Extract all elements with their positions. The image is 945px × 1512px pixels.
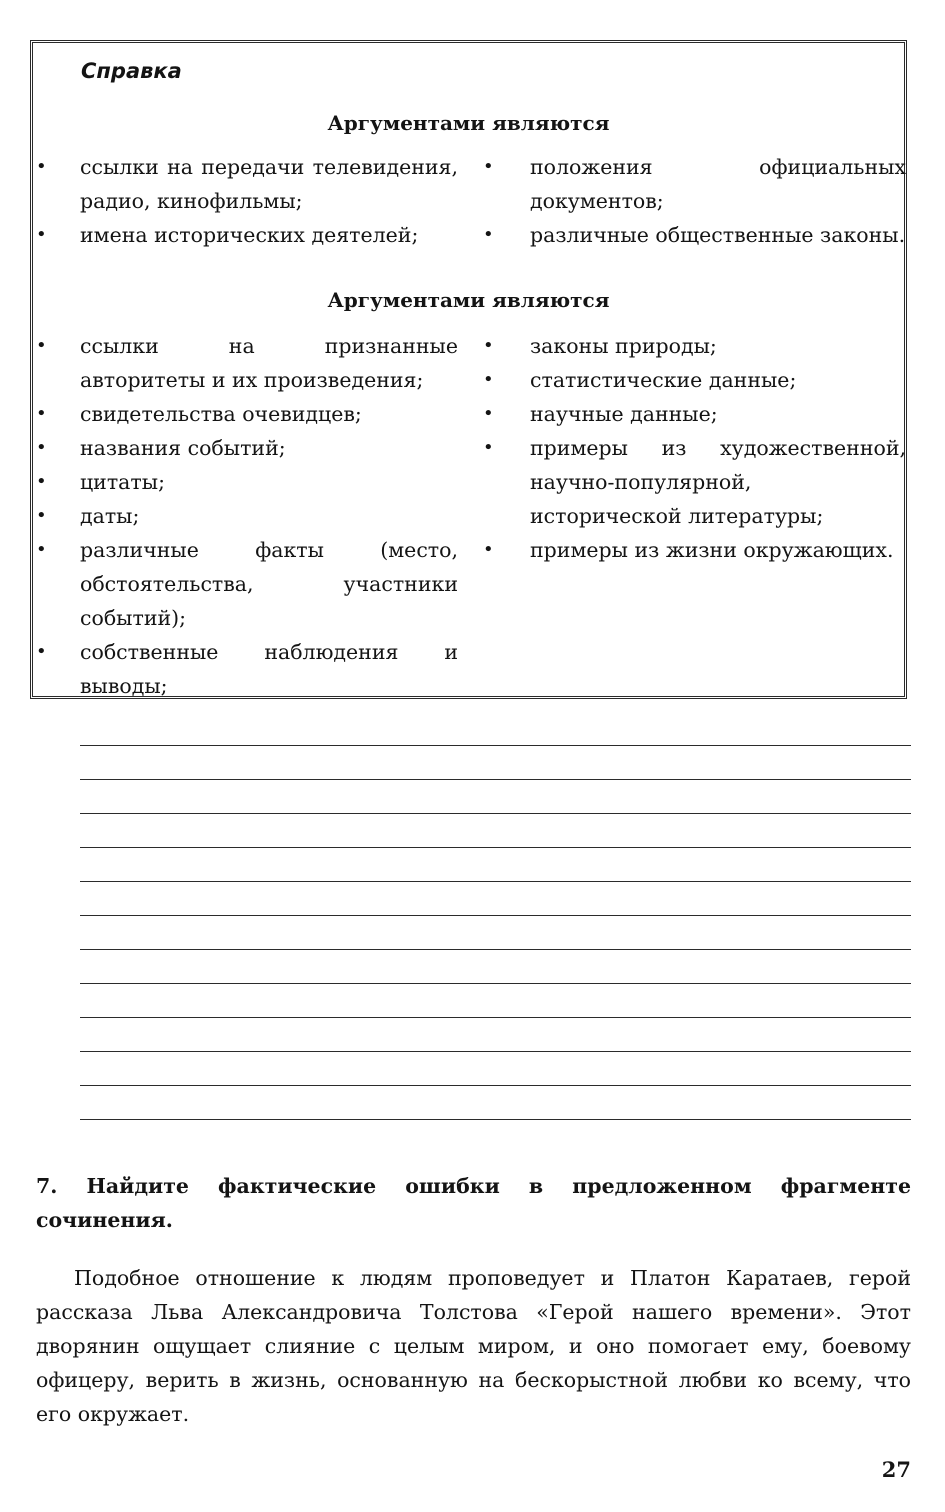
reference-title: Справка	[81, 59, 182, 83]
section-heading-1: Аргументами являются	[327, 111, 610, 135]
list-item: • свидетельства очевидцев;	[33, 397, 458, 431]
bullet-icon: •	[36, 156, 47, 177]
list-item: • статистические данные;	[483, 363, 906, 397]
section1-left-list	[33, 150, 458, 252]
list-item: • законы природы;	[483, 329, 906, 363]
bullet-icon: •	[36, 224, 47, 245]
list-item: • примеры из жизни окружающих.	[483, 533, 906, 567]
bullet-icon: •	[483, 369, 494, 390]
essay-fragment	[36, 1261, 911, 1431]
bullet-icon: •	[36, 471, 47, 492]
answer-line[interactable]	[80, 949, 911, 950]
section-heading-2: Аргументами являются	[327, 288, 610, 312]
list-item: • ссылки на передачи телевидения, радио, кинофильмы;	[33, 150, 458, 218]
list-item: • положения официальных документов;	[483, 150, 906, 218]
answer-line[interactable]	[80, 1017, 911, 1018]
list-item: • различные факты (место, обстоятельства, участники событий);	[33, 533, 458, 635]
answer-line[interactable]	[80, 983, 911, 984]
answer-line[interactable]	[80, 1119, 911, 1120]
list-item: • примеры из художественной, научно-популярной, исторической литературы;	[483, 431, 906, 533]
bullet-icon: •	[36, 437, 47, 458]
bullet-icon: •	[36, 641, 47, 662]
bullet-icon: •	[483, 156, 494, 177]
answer-line[interactable]	[80, 847, 911, 848]
list-item: • ссылки на признанные авторитеты и их произведения;	[33, 329, 458, 397]
section1-right-list	[483, 150, 906, 252]
essay-paragraph: Подобное отношение к людям проповедует и Платон Каратаев, герой рассказа Льва Александровича Толстова «Герой нашего времени». Этот дворянин ощущает слияние с целым миром, и оно помогает ему, боевому офицеру, верить в жизнь, основанную на бескорыстной любви ко всему, что его окружает.	[36, 1266, 911, 1426]
answer-line[interactable]	[80, 915, 911, 916]
answer-line[interactable]	[80, 813, 911, 814]
bullet-icon: •	[36, 505, 47, 526]
bullet-icon: •	[483, 403, 494, 424]
reference-box	[30, 40, 907, 699]
page-number: 27	[881, 1457, 911, 1482]
answer-line[interactable]	[80, 1051, 911, 1052]
section2-left-list	[33, 329, 458, 703]
answer-line[interactable]	[80, 1085, 911, 1086]
section2-right-list	[483, 329, 906, 567]
bullet-icon: •	[36, 539, 47, 560]
bullet-icon: •	[36, 335, 47, 356]
bullet-icon: •	[483, 335, 494, 356]
list-item: • различные общественные законы.	[483, 218, 906, 252]
list-item: • собственные наблюдения и выводы;	[33, 635, 458, 703]
list-item: • даты;	[33, 499, 458, 533]
list-item: • имена исторических деятелей;	[33, 218, 458, 252]
answer-line[interactable]	[80, 745, 911, 746]
list-item: • названия событий;	[33, 431, 458, 465]
list-item: • научные данные;	[483, 397, 906, 431]
list-item: • цитаты;	[33, 465, 458, 499]
bullet-icon: •	[483, 224, 494, 245]
bullet-icon: •	[483, 539, 494, 560]
answer-line[interactable]	[80, 779, 911, 780]
bullet-icon: •	[483, 437, 494, 458]
bullet-icon: •	[36, 403, 47, 424]
task-7-heading: 7. Найдите фактические ошибки в предложенном фрагменте сочинения.	[36, 1174, 911, 1232]
answer-line[interactable]	[80, 881, 911, 882]
